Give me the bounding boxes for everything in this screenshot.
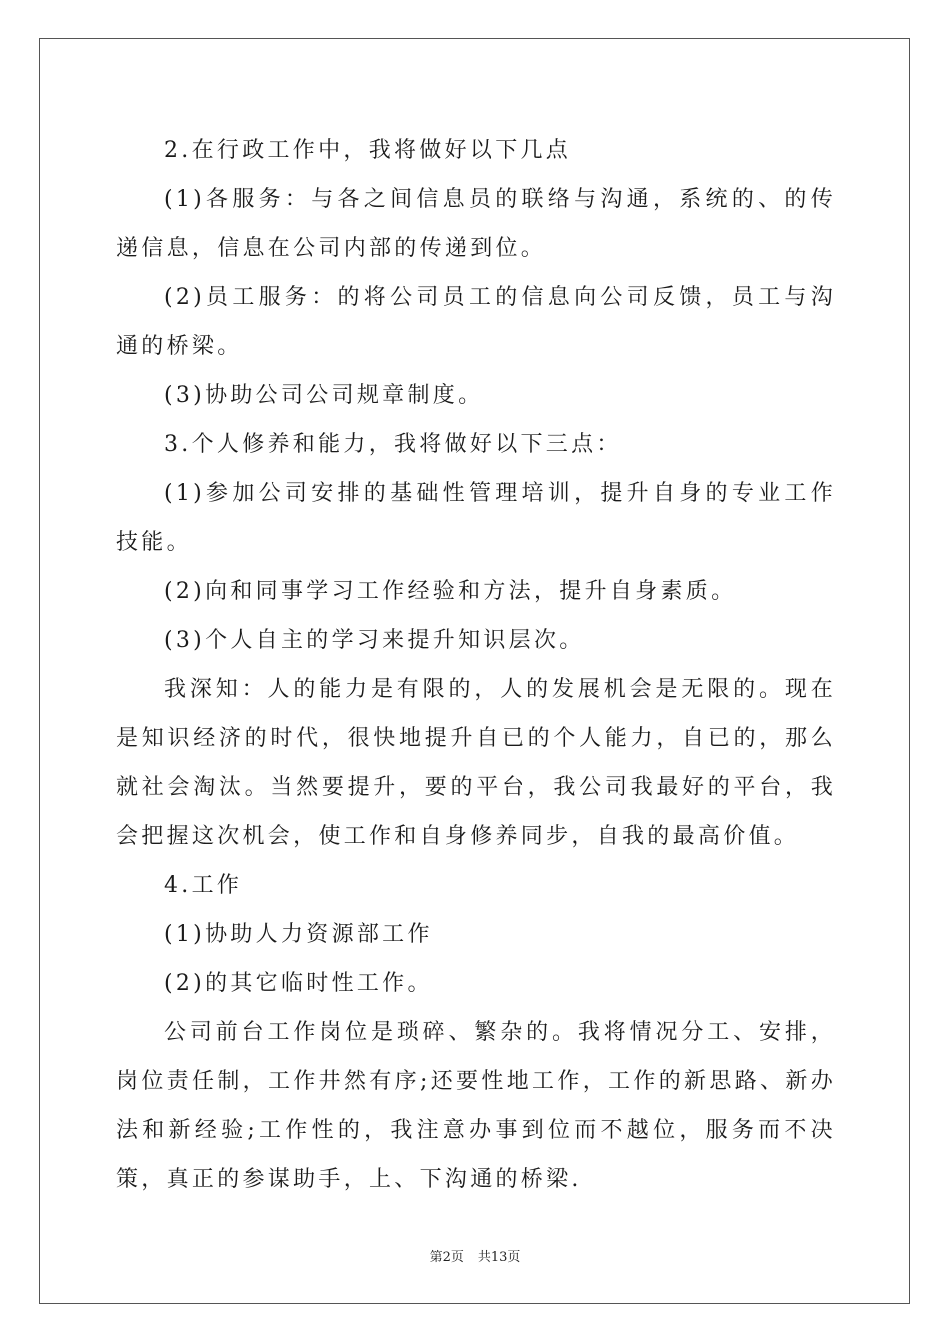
document-body (116, 126, 836, 1204)
paragraph-section-2-heading: 2.在行政工作中，我将做好以下几点 (164, 138, 572, 163)
paragraph-section-3-heading: 3.个人修养和能力，我将做好以下三点： (164, 432, 622, 457)
paragraph-item-2: (2)员工服务：的将公司员工的信息向公司反馈，员工与沟通的桥梁。 (116, 285, 836, 359)
paragraph-item-3: (3)协助公司公司规章制度。 (164, 383, 484, 408)
page-total: 共13页 (477, 1250, 521, 1265)
paragraph-item-2: (2)的其它临时性工作。 (164, 971, 433, 996)
page-number: 第2页 (429, 1250, 464, 1265)
paragraph-reflection: 我深知：人的能力是有限的，人的发展机会是无限的。现在是知识经济的时代，很快地提升自已的个人能力，自已的，那么就社会淘汰。当然要提升，要的平台，我公司我最好的平台，我会把握这次机会，使工作和自身修养同步，自我的最高价值。 (116, 677, 836, 849)
page-footer (0, 1246, 950, 1265)
paragraph-item-2: (2)向和同事学习工作经验和方法，提升自身素质。 (164, 579, 737, 604)
paragraph-item-1: (1)参加公司安排的基础性管理培训，提升自身的专业工作技能。 (116, 481, 836, 555)
paragraph-conclusion: 公司前台工作岗位是琐碎、繁杂的。我将情况分工、安排，岗位责任制，工作井然有序;还要性地工作，工作的新思路、新办法和新经验;工作性的，我注意办事到位而不越位，服务而不决策，真正的参谋助手，上、下沟通的桥梁. (116, 1020, 836, 1192)
paragraph-section-4-heading: 4.工作 (164, 873, 243, 898)
paragraph-item-1: (1)协助人力资源部工作 (164, 922, 433, 947)
paragraph-item-1: (1)各服务：与各之间信息员的联络与沟通，系统的、的传递信息，信息在公司内部的传递到位。 (116, 187, 836, 261)
paragraph-item-3: (3)个人自主的学习来提升知识层次。 (164, 628, 585, 653)
